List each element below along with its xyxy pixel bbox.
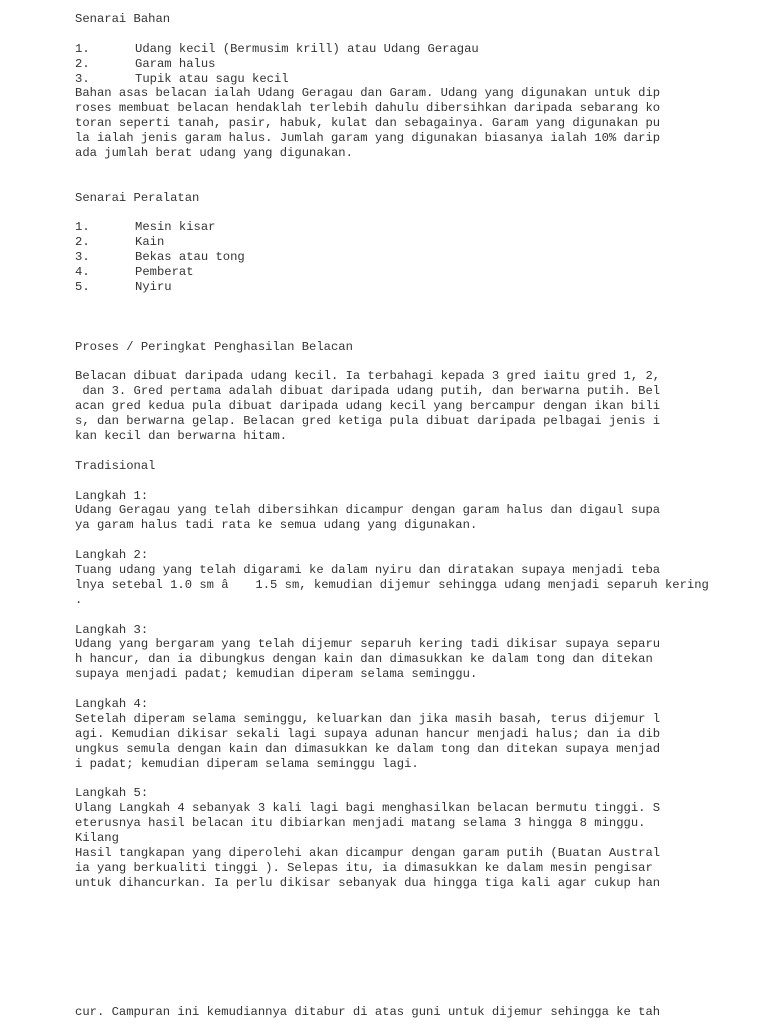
text-line: dan 3. Gred pertama adalah dibuat daripada udang putih, dan berwarna putih. Bel bbox=[75, 384, 661, 399]
text-line: untuk dihancurkan. Ia perlu dikisar sebanyak dua hingga tiga kali agar cukup han bbox=[75, 875, 661, 890]
list-text: Garam halus bbox=[135, 56, 216, 71]
step-label: Langkah 4: bbox=[75, 697, 149, 711]
proses-paragraph bbox=[75, 369, 755, 443]
step-label: Langkah 5: bbox=[75, 786, 149, 801]
list-text: Pemberat bbox=[135, 265, 194, 280]
tradisional-heading: Tradisional bbox=[75, 458, 156, 473]
list-item bbox=[75, 280, 755, 295]
continued-text-line: cur. Campuran ini kemudiannya ditabur di atas guni untuk dijemur sehingga ke tah bbox=[75, 1005, 661, 1019]
text-line: lnya setebal 1.0 sm â 1.5 sm, kemudian dijemur sehingga udang menjadi separuh kering bbox=[75, 577, 709, 592]
list-item bbox=[75, 220, 755, 235]
text-line: acan gred kedua pula dibuat daripada udang kecil yang bercampur dengan ikan bili bbox=[75, 399, 661, 414]
text-line: kan kecil dan berwarna hitam. bbox=[75, 428, 288, 443]
list-number: 4. bbox=[75, 265, 90, 280]
step-block bbox=[75, 548, 755, 608]
list-text: Mesin kisar bbox=[135, 220, 216, 235]
text-line: i padat; kemudian diperam selama seminggu lagi. bbox=[75, 756, 419, 771]
list-number: 1. bbox=[75, 220, 90, 235]
text-line: Bahan asas belacan ialah Udang Geragau dan Garam. Udang yang digunakan untuk dip bbox=[75, 86, 661, 101]
text-line: roses membuat belacan hendaklah terlebih dahulu dibersihkan daripada sebarang ko bbox=[75, 101, 661, 116]
text-line: Ulang Langkah 4 sebanyak 3 kali lagi bagi menghasilkan belacan bermutu tinggi. S bbox=[75, 801, 661, 816]
text-line: ya garam halus tadi rata ke semua udang yang digunakan. bbox=[75, 518, 478, 533]
text-line: . bbox=[75, 592, 83, 607]
list-item bbox=[75, 42, 755, 57]
list-number: 2. bbox=[75, 235, 90, 250]
list-number: 5. bbox=[75, 280, 90, 295]
text-line: supaya menjadi padat; kemudian diperam selama seminggu. bbox=[75, 667, 478, 682]
text-line: ada jumlah berat udang yang digunakan. bbox=[75, 146, 353, 161]
text-line: Belacan dibuat daripada udang kecil. Ia terbahagi kepada 3 gred iaitu gred 1, 2, bbox=[75, 369, 661, 384]
text-line: la ialah jenis garam halus. Jumlah garam yang digunakan biasanya ialah 10% darip bbox=[75, 131, 661, 146]
list-text: Tupik atau sagu kecil bbox=[135, 71, 289, 86]
proses-heading: Proses / Peringkat Penghasilan Belacan bbox=[75, 339, 353, 354]
list-text: Kain bbox=[135, 235, 165, 250]
list-text: Udang kecil (Bermusim krill) atau Udang Geragau bbox=[135, 41, 479, 56]
list-item bbox=[75, 250, 755, 265]
text-line: agi. Kemudian dikisar sekali lagi supaya adunan hancur menjadi halus; dan ia dib bbox=[75, 726, 661, 741]
peralatan-heading: Senarai Peralatan bbox=[75, 190, 200, 205]
text-line: Setelah diperam selama seminggu, keluarkan dan jika masih basah, terus dijemur l bbox=[75, 711, 661, 726]
step-block bbox=[75, 786, 755, 831]
document-body bbox=[75, 12, 755, 891]
text-line: h hancur, dan ia dibungkus dengan kain dan dimasukkan ke dalam tong dan ditekan bbox=[75, 652, 653, 667]
list-text: Nyiru bbox=[135, 280, 172, 295]
step-label: Langkah 3: bbox=[75, 622, 149, 637]
text-line: Udang Geragau yang telah dibersihkan dicampur dengan garam halus dan digaul supa bbox=[75, 503, 661, 518]
step-label: Langkah 2: bbox=[75, 548, 149, 563]
list-number: 3. bbox=[75, 71, 90, 86]
text-line: eterusnya hasil belacan itu dibiarkan menjadi matang selama 3 hingga 8 minggu. bbox=[75, 816, 646, 831]
text-line: ungkus semula dengan kain dan dimasukkan ke dalam tong dan ditekan supaya menjad bbox=[75, 741, 661, 756]
step-block bbox=[75, 623, 755, 683]
kilang-block bbox=[75, 831, 755, 891]
step-block bbox=[75, 697, 755, 771]
list-number: 3. bbox=[75, 250, 90, 265]
list-item bbox=[75, 57, 755, 72]
text-line: Tuang udang yang telah digarami ke dalam nyiru dan diratakan supaya menjadi teba bbox=[75, 562, 661, 577]
kilang-heading: Kilang bbox=[75, 831, 119, 846]
list-number: 2. bbox=[75, 56, 90, 71]
text-line: Udang yang bergaram yang telah dijemur separuh kering tadi dikisar supaya separu bbox=[75, 637, 661, 652]
text-line: s, dan berwarna gelap. Belacan gred ketiga pula dibuat daripada pelbagai jenis i bbox=[75, 414, 661, 429]
step-label: Langkah 1: bbox=[75, 488, 149, 503]
bahan-paragraph bbox=[75, 86, 755, 160]
list-number: 1. bbox=[75, 41, 90, 56]
text-line: Hasil tangkapan yang diperolehi akan dicampur dengan garam putih (Buatan Austral bbox=[75, 845, 661, 860]
list-item bbox=[75, 235, 755, 250]
step-block bbox=[75, 489, 755, 534]
list-item bbox=[75, 265, 755, 280]
list-text: Bekas atau tong bbox=[135, 250, 245, 265]
list-item bbox=[75, 72, 755, 87]
bahan-heading: Senarai Bahan bbox=[75, 12, 171, 26]
text-line: ia yang berkualiti tinggi ). Selepas itu, ia dimasukkan ke dalam mesin pengisar bbox=[75, 860, 653, 875]
text-line: toran seperti tanah, pasir, habuk, kulat dan sebagainya. Garam yang digunakan pu bbox=[75, 116, 661, 131]
